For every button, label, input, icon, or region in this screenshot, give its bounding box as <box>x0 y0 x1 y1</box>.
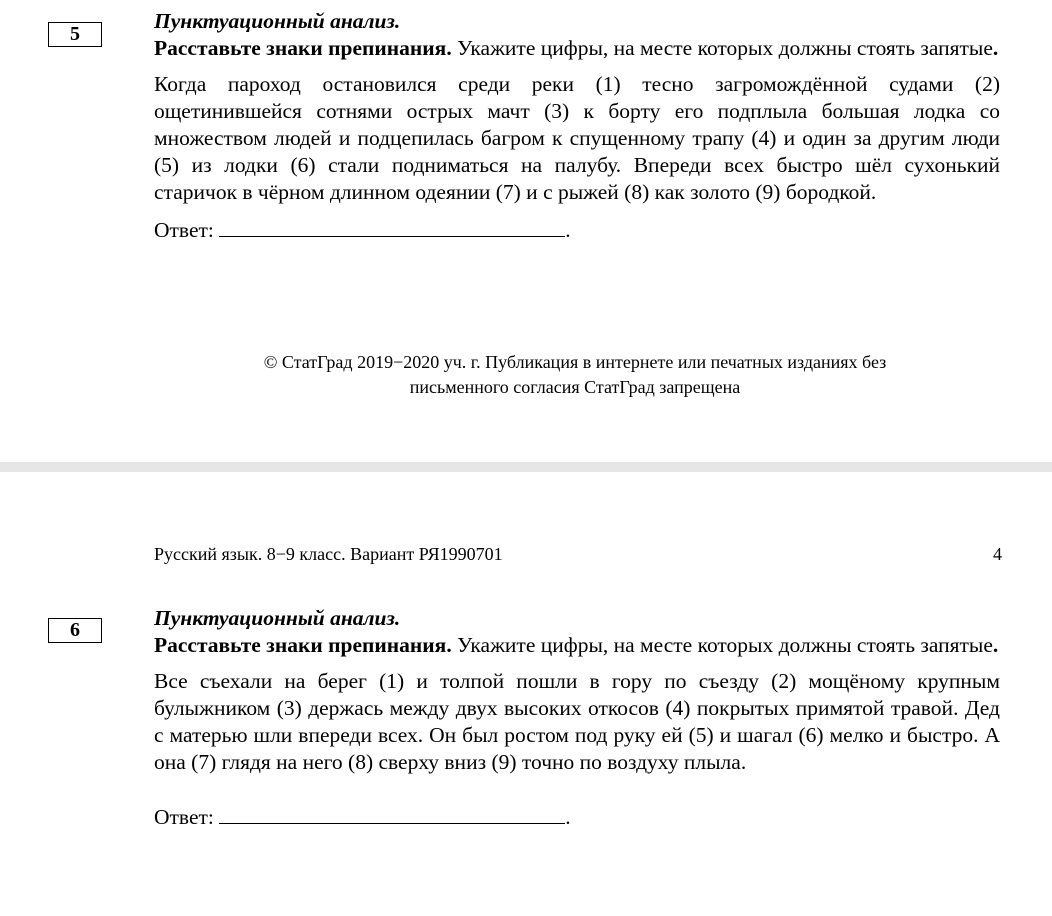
copyright-line-2: письменного согласия СтатГрад запрещена <box>409 377 741 397</box>
answer-row <box>154 803 1000 831</box>
instruction-end: . <box>992 36 999 60</box>
task-text: Когда пароход остановился среди реки (1) тесно загромождённой судами (2) ощетинившейся сотнями острых мачт (3) к борту его подплыла большая лодка со множеством людей и подцепилась багром к спущенному трапу (4) и один за другим люди (5) из лодки (6) стали подниматься на палубу. Впереди всех быстро шёл сухонький старичок в чёрном длинном одеянии (7) и с рыжей (8) как золото (9) бородкой. <box>154 72 1000 204</box>
task-number-box: 5 <box>48 22 102 47</box>
task-instruction <box>154 632 1000 659</box>
answer-line[interactable] <box>219 803 565 824</box>
copyright-notice <box>150 350 1000 400</box>
instruction-text: Укажите цифры, на месте которых должны стоять запятые <box>451 633 993 657</box>
answer-label: Ответ: <box>154 218 214 242</box>
task-title: Пунктуационный анализ. <box>154 9 401 33</box>
page-number: 4 <box>993 544 1002 564</box>
task-5 <box>154 8 1000 244</box>
page-separator <box>0 462 1052 472</box>
copyright-line-1: © СтатГрад 2019−2020 уч. г. Публикация в интернете или печатных изданиях без <box>263 352 887 372</box>
task-instruction <box>154 35 1000 62</box>
task-text: Все съехали на берег (1) и толпой пошли в гору по съезду (2) мощёному крупным булыжником (3) держась между двух высоких откосов (4) покрытых примятой травой. Дед с матерью шли впереди всех. Он был ростом под руку ей (5) и шагал (6) мелко и быстро. А она (7) глядя на него (8) сверху вниз (9) точно по воздуху плыла. <box>154 669 1000 774</box>
answer-end: . <box>565 805 571 829</box>
answer-label: Ответ: <box>154 805 214 829</box>
task-title: Пунктуационный анализ. <box>154 606 401 630</box>
page-header-title: Русский язык. 8−9 класс. Вариант РЯ1990701 <box>154 544 503 564</box>
instruction-bold: Расставьте знаки препинания. <box>154 633 452 657</box>
task-6 <box>154 605 1000 831</box>
instruction-bold: Расставьте знаки препинания. <box>154 36 452 60</box>
task-number-box: 6 <box>48 618 102 643</box>
instruction-end: . <box>992 633 999 657</box>
answer-line[interactable] <box>219 216 565 237</box>
instruction-text: Укажите цифры, на месте которых должны стоять запятые <box>451 36 993 60</box>
answer-row <box>154 216 1000 244</box>
page-lower <box>0 472 1052 916</box>
answer-end: . <box>565 218 571 242</box>
